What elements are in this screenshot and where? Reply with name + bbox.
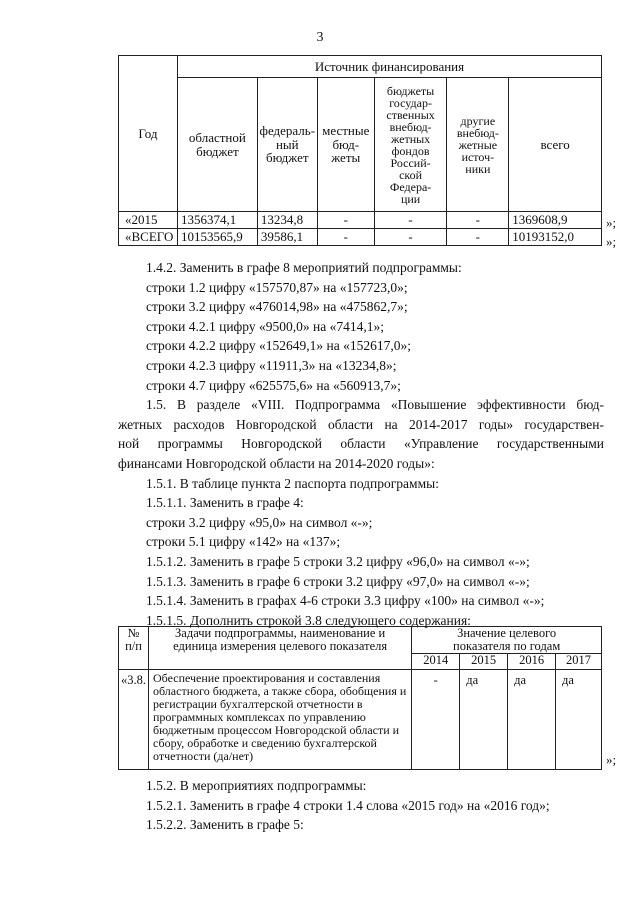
year-2017: 2017 — [556, 654, 602, 670]
financing-table — [118, 55, 602, 246]
col-federal: федераль- ный бюджет — [257, 78, 317, 212]
col-state-funds: бюджеты государ- ственных внебюд- жетных фондов Россий- ской Федера- ции — [374, 78, 447, 212]
paragraph: строки 4.2.2 цифру «152649,1» на «152617,0»; — [146, 338, 411, 354]
year-2014: 2014 — [412, 654, 460, 670]
year-2015: 2015 — [460, 654, 508, 670]
row-tail: »; — [606, 234, 617, 249]
source-header: Источник финансирования — [177, 56, 601, 78]
col-local: местные бюд- жеты — [317, 78, 374, 212]
col-value: Значение целевого показателя по годам — [412, 627, 602, 654]
paragraph: строки 4.2.3 цифру «11911,3» на «13234,8»; — [146, 357, 397, 373]
col-other: другие внебюд- жетные источ- ники — [447, 78, 509, 212]
paragraph: 1.5.1.5. Дополнить строкой 3.8 следующего содержания: — [146, 612, 471, 628]
year-2016: 2016 — [508, 654, 556, 670]
paragraph: 1.5.2. В мероприятиях подпрограммы: — [146, 778, 367, 793]
paragraph: строки 4.2.1 цифру «9500,0» на «7414,1»; — [146, 318, 384, 334]
col-num: № п/п — [119, 627, 149, 670]
paragraph: 1.5.2.1. Заменить в графе 4 строки 1.4 слова «2015 год» на «2016 год»; — [146, 797, 550, 813]
indicator-table — [118, 626, 602, 770]
col-task: Задачи подпрограммы, наименование и единица измерения целевого показателя — [149, 627, 412, 670]
amendments-block-2 — [118, 776, 604, 835]
row-tail: »; — [606, 215, 617, 230]
page-number: 3 — [316, 30, 324, 45]
amendments-block — [118, 258, 604, 630]
row-tail: »; — [606, 752, 617, 767]
paragraph: 1.5.1.1. Заменить в графе 4: — [146, 495, 304, 511]
year-header: Год — [119, 56, 178, 212]
table-row: «2015 1356374,1 13234,8 - - - 1369608,9 — [119, 212, 602, 229]
paragraph: 1.5.1.2. Заменить в графе 5 строки 3.2 цифру «96,0» на символ «-»; — [146, 553, 530, 569]
paragraph: строки 3.2 цифру «95,0» на символ «-»; — [146, 514, 373, 530]
paragraph: 1.4.2. Заменить в графе 8 мероприятий подпрограммы: — [146, 260, 462, 275]
col-regional: областной бюджет — [177, 78, 257, 212]
paragraph: строки 3.2 цифру «476014,98» на «475862,7»; — [146, 299, 408, 315]
table-row: «ВСЕГО 10153565,9 39586,1 - - - 10193152,0 — [119, 229, 602, 246]
paragraph: 1.5.1. В таблице пункта 2 паспорта подпрограммы: — [146, 475, 439, 491]
table-row: «3.8. Обеспечение проектирования и составления областного бюджета, а также сбора, обобщения и регистрации бухгалтерской отчетности в программных комплексах по управлению бюджетным процессом Новгородской области и сбору, обработке и сведению бухгалтерской отчетности (да/нет) - да да да — [119, 670, 602, 770]
paragraph: 1.5.2.2. Заменить в графе 5: — [146, 817, 304, 833]
paragraph: 1.5.1.4. Заменить в графах 4-6 строки 3.3 цифру «100» на символ «-»; — [146, 593, 545, 609]
col-total: всего — [509, 78, 602, 212]
paragraph: 1.5.1.3. Заменить в графе 6 строки 3.2 цифру «97,0» на символ «-»; — [146, 573, 530, 589]
paragraph: строки 5.1 цифру «142» на «137»; — [146, 534, 341, 550]
paragraph: строки 1.2 цифру «157570,87» на «157723,0»; — [146, 279, 408, 295]
section-15: 1.5. В разделе «VIII. Подпрограмма «Повышение эффективности бюд- жетных расходов Новгородской области на 2014-2017 годы» государствен- ной программы Новгородской области «Управление государственными финансами Новгородской области на 2014-2020 годы»: — [118, 397, 604, 471]
paragraph: строки 4.7 цифру «625575,6» на «560913,7»; — [146, 377, 401, 393]
